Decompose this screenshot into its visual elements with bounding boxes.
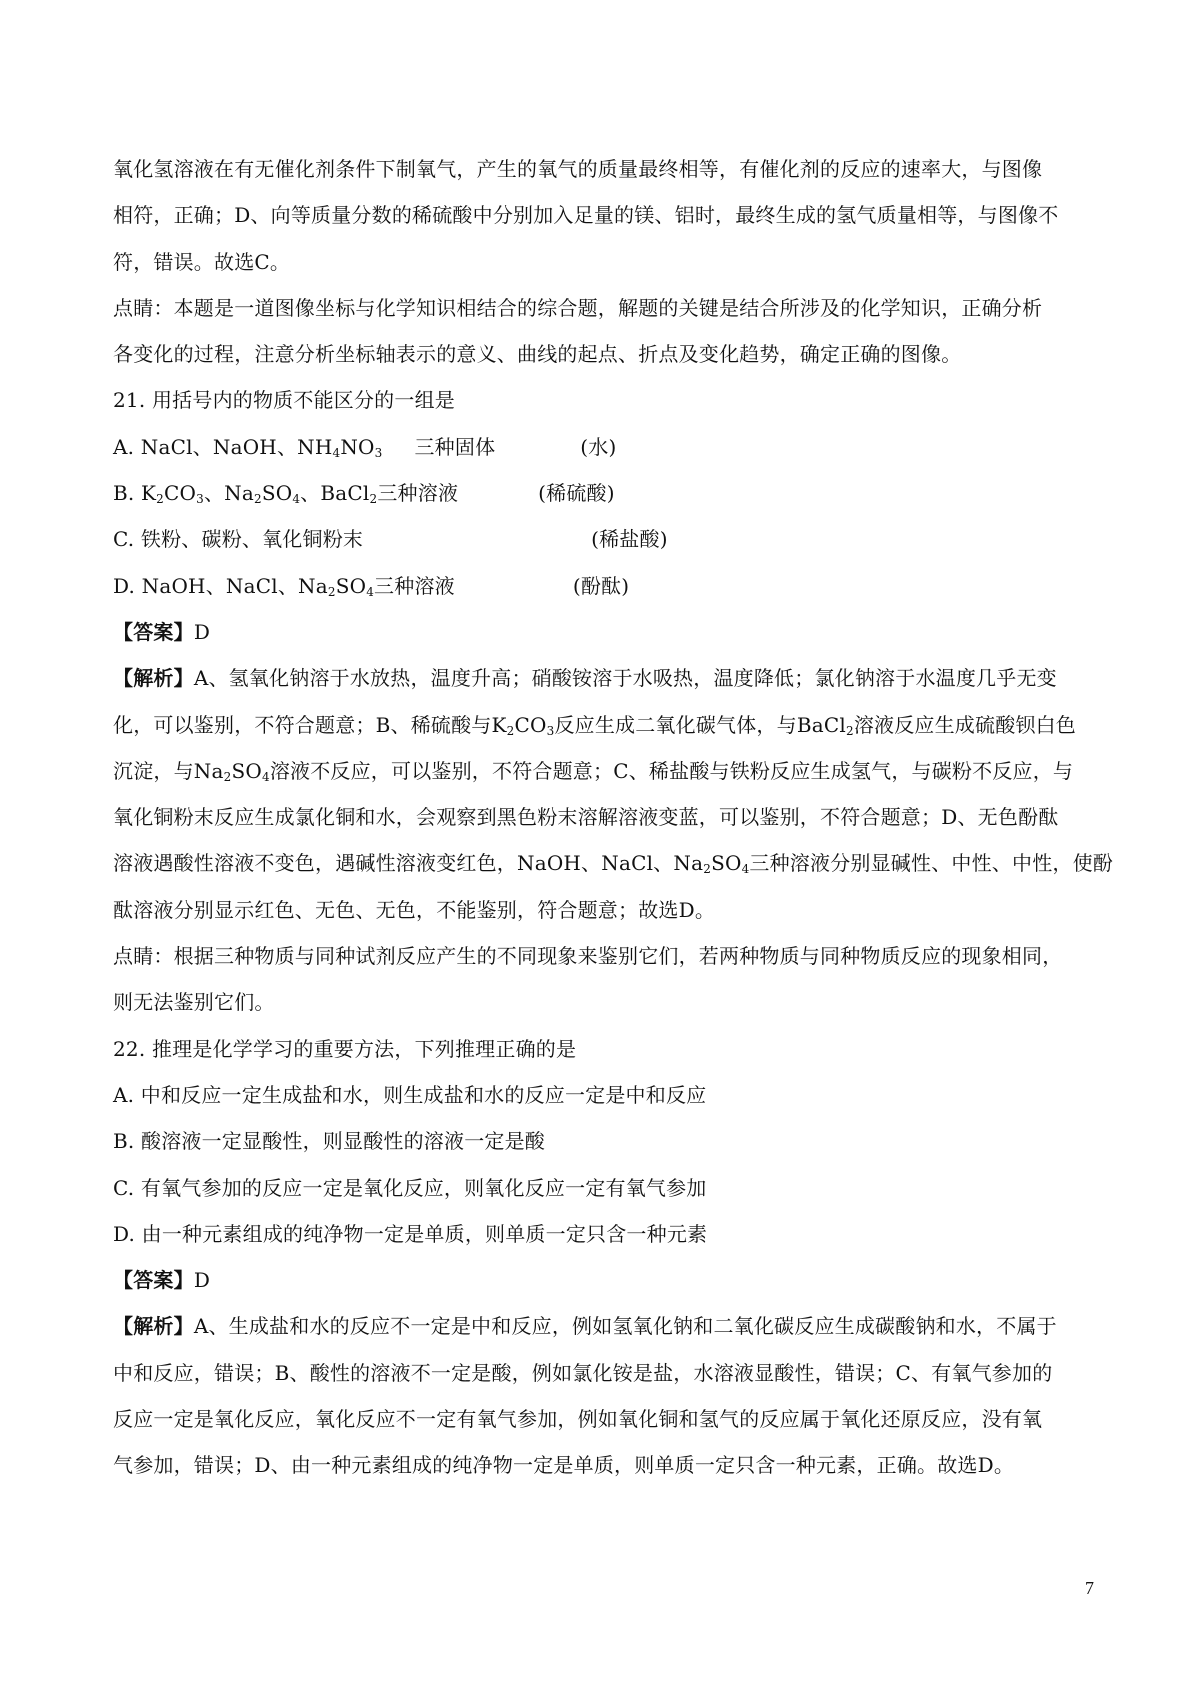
question-21-analysis-line: 氧化铜粉末反应生成氯化铜和水，会观察到黑色粉末溶解溶液变蓝，可以鉴别，不符合题意；D、无色酚酞 [113, 805, 1059, 830]
analysis-label: 【解析】 [113, 666, 194, 691]
page-content [113, 146, 1114, 1489]
question-21-option-c: C. 铁粉、碳粉、氧化铜粉末 (稀盐酸) [113, 527, 668, 552]
question-22-option-a: A. 中和反应一定生成盐和水，则生成盐和水的反应一定是中和反应 [113, 1082, 707, 1107]
question-21-option-a: A. NaCl、NaOH、$NH_4NO_3$ 三种固体 (水) [113, 434, 617, 460]
question-22-analysis-line: 气参加，错误；D、由一种元素组成的纯净物一定是单质，则单质一定只含一种元素，正确。故选D。 [113, 1453, 1015, 1478]
answer-value: D [193, 619, 211, 644]
note-line: 各变化的过程，注意分析坐标轴表示的意义、曲线的起点、折点及变化趋势，确定正确的图像。 [113, 342, 962, 367]
text-line: 符，错误。故选C。 [113, 249, 291, 274]
analysis-label: 【解析】 [113, 1314, 194, 1339]
question-22-answer [113, 1257, 1103, 1303]
question-21-analysis-line: 【解析】A、氢氧化钠溶于水放热，温度升高；硝酸铵溶于水吸热，温度降低；氯化钠溶于水温度几乎无变 [113, 666, 1057, 691]
question-22-analysis-line: 反应一定是氧化反应，氧化反应不一定有氧气参加，例如氧化铜和氢气的反应属于氧化还原反应，没有氧 [113, 1407, 1043, 1432]
question-21-option-d: D. NaOH、NaCl、$Na_2SO_4$三种溶液 (酚酞) [113, 573, 630, 599]
question-21-option-b: B. $K_2CO_3$、$Na_2SO_4$、BaCl$_2$三种溶液 (稀硫酸) [113, 481, 615, 507]
question-21-note: 点睛：根据三种物质与同种试剂反应产生的不同现象来鉴别它们，若两种物质与同种物质反应的现象相同， [113, 944, 1063, 969]
question-21-note: 则无法鉴别它们。 [113, 990, 275, 1015]
text-line: 氧化氢溶液在有无催化剂条件下制氧气，产生的氧气的质量最终相等，有催化剂的反应的速率大，与图像 [113, 157, 1043, 181]
answer-label: 【答案】 [113, 1268, 194, 1293]
question-21-answer [113, 609, 1103, 655]
page-number: 7 [1085, 1578, 1094, 1598]
answer-label: 【答案】 [113, 619, 194, 644]
note-line: 点睛：本题是一道图像坐标与化学知识相结合的综合题，解题的关键是结合所涉及的化学知识，正确分析 [113, 295, 1043, 320]
question-22-option-c: C. 有氧气参加的反应一定是氧化反应，则氧化反应一定有氧气参加 [113, 1175, 707, 1200]
question-21-analysis-line: 酞溶液分别显示红色、无色、无色，不能鉴别，符合题意；故选D。 [113, 897, 716, 922]
question-21-stem: 21. 用括号内的物质不能区分的一组是 [113, 388, 455, 413]
question-22-analysis-line: 【解析】A、生成盐和水的反应不一定是中和反应，例如氢氧化钠和二氧化碳反应生成碳酸钠和水，不属于 [113, 1314, 1057, 1339]
question-22-option-d: D. 由一种元素组成的纯净物一定是单质，则单质一定只含一种元素 [113, 1221, 708, 1246]
question-22-analysis-line: 中和反应，错误；B、酸性的溶液不一定是酸，例如氯化铵是盐，水溶液显酸性，错误；C、有氧气参加的 [113, 1360, 1053, 1385]
question-21-analysis-line: 沉淀，与$Na_2SO_4$溶液不反应，可以鉴别，不符合题意；C、稀盐酸与铁粉反应生成氢气，与碳粉不反应，与 [113, 758, 1074, 784]
answer-value: D [193, 1268, 211, 1293]
text-line: 相符，正确；D、向等质量分数的稀硫酸中分别加入足量的镁、铝时，最终生成的氢气质量相等，与图像不 [113, 203, 1059, 228]
question-22-option-b: B. 酸溶液一定显酸性，则显酸性的溶液一定是酸 [113, 1129, 546, 1154]
question-21-analysis-line: 化，可以鉴别，不符合题意；B、稀硫酸与$K_2CO_3$反应生成二氧化碳气体，与BaCl$_2$溶液反应生成硫酸钡白色 [113, 712, 1077, 738]
question-21-analysis-line: 溶液遇酸性溶液不变色，遇碱性溶液变红色，NaOH、NaCl、$Na_2SO_4$三种溶液分别显碱性、中性、中性，使酚 [113, 851, 1114, 877]
question-22-stem: 22. 推理是化学学习的重要方法，下列推理正确的是 [113, 1036, 577, 1061]
